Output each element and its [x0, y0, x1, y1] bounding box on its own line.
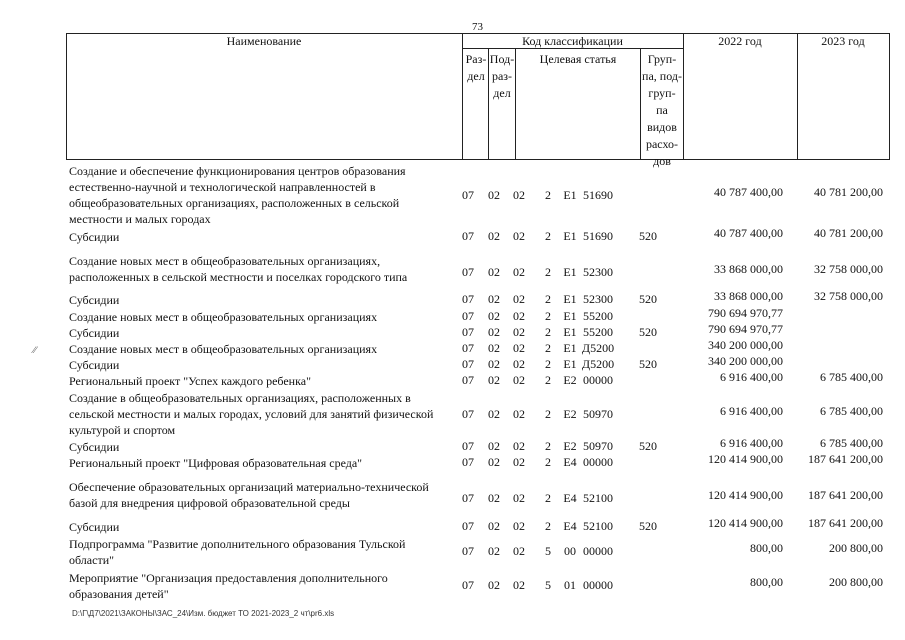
code-b: 2: [545, 519, 551, 533]
code-c: Е1: [563, 265, 577, 279]
code-r: 07: [462, 373, 474, 387]
code-r: 07: [462, 292, 474, 306]
code-c: Е4: [563, 491, 577, 505]
code-pr: 02: [488, 341, 500, 355]
page-number: 73: [472, 21, 483, 33]
code-b: 2: [545, 373, 551, 387]
code-pr: 02: [488, 455, 500, 469]
code-g: 520: [639, 229, 657, 243]
code-pr: 02: [488, 407, 500, 421]
code-c: Е1: [563, 357, 577, 371]
code-a: 02: [513, 407, 525, 421]
code-a: 02: [513, 373, 525, 387]
row-name: Субсидии: [69, 520, 120, 534]
code-b: 2: [545, 265, 551, 279]
code-pr: 02: [488, 544, 500, 558]
code-a: 02: [513, 309, 525, 323]
amount-2022: 790 694 970,77: [708, 306, 783, 320]
code-g: 520: [639, 519, 657, 533]
row-name: Субсидии: [69, 293, 120, 307]
row-name: Создание новых мест в общеобразовательных организациях: [69, 310, 378, 324]
amount-2023: 40 781 200,00: [814, 185, 883, 199]
amount-2023: 6 785 400,00: [820, 404, 883, 418]
code-pr: 02: [488, 373, 500, 387]
code-r: 07: [462, 578, 474, 592]
code-d: 50970: [583, 407, 613, 421]
code-d: 00000: [583, 578, 613, 592]
code-d: 51690: [583, 229, 613, 243]
code-a: 02: [513, 519, 525, 533]
row-name: Субсидии: [69, 230, 120, 244]
code-g: 520: [639, 357, 657, 371]
code-a: 02: [513, 292, 525, 306]
code-pr: 02: [488, 325, 500, 339]
code-b: 2: [545, 325, 551, 339]
code-d: 52300: [583, 265, 613, 279]
amount-2023: 40 781 200,00: [814, 226, 883, 240]
code-d: 51690: [583, 188, 613, 202]
amount-2022: 33 868 000,00: [714, 289, 783, 303]
amount-2022: 120 414 900,00: [708, 452, 783, 466]
table-row: [0, 163, 905, 229]
code-a: 02: [513, 357, 525, 371]
code-d: 52300: [583, 292, 613, 306]
amount-2022: 120 414 900,00: [708, 516, 783, 530]
code-d: Д5200: [581, 357, 615, 371]
row-name: Создание новых мест в общеобразовательных организациях, расположенных в сельской местности и поселках городского типа: [69, 254, 408, 284]
code-d: 52100: [583, 519, 613, 533]
table-row: [0, 479, 905, 519]
code-r: 07: [462, 519, 474, 533]
table-row: [0, 570, 905, 602]
amount-2022: 120 414 900,00: [708, 488, 783, 502]
code-pr: 02: [488, 519, 500, 533]
file-path-footer: D:\Г\Д7\2021\ЗАКОНЫ\ЗАС_24\Изм. бюджет ТО 2021-2023_2 чт\pr6.xls: [72, 609, 335, 618]
amount-2022: 40 787 400,00: [714, 226, 783, 240]
amount-2023: 187 641 200,00: [808, 452, 883, 466]
amount-2023: 6 785 400,00: [820, 436, 883, 450]
code-b: 2: [545, 309, 551, 323]
amount-2022: 33 868 000,00: [714, 262, 783, 276]
code-pr: 02: [488, 578, 500, 592]
code-r: 07: [462, 407, 474, 421]
code-d: 52100: [583, 491, 613, 505]
row-name: Подпрограмма "Развитие дополнительного образования Тульской области": [69, 537, 406, 567]
code-r: 07: [462, 357, 474, 371]
code-a: 02: [513, 578, 525, 592]
code-pr: 02: [488, 265, 500, 279]
code-a: 02: [513, 544, 525, 558]
code-r: 07: [462, 309, 474, 323]
amount-2022: 340 200 000,00: [708, 354, 783, 368]
amount-2023: 187 641 200,00: [808, 488, 883, 502]
code-b: 2: [545, 455, 551, 469]
row-name: Создание новых мест в общеобразовательных организациях: [69, 342, 378, 356]
row-name: Региональный проект "Цифровая образовательная среда": [69, 456, 363, 470]
header-group: Груп- па, под- груп- па видов расхо- дов: [642, 52, 682, 168]
amount-2022: 800,00: [750, 575, 783, 589]
code-c: Е1: [563, 341, 577, 355]
amount-2022: 40 787 400,00: [714, 185, 783, 199]
code-d: 00000: [583, 455, 613, 469]
code-c: Е1: [563, 229, 577, 243]
code-d: 50970: [583, 439, 613, 453]
amount-2022: 790 694 970,77: [708, 322, 783, 336]
table-row: [0, 390, 905, 439]
code-a: 02: [513, 325, 525, 339]
amount-2022: 6 916 400,00: [720, 404, 783, 418]
code-g: 520: [639, 439, 657, 453]
header-code: Код классификации: [522, 34, 623, 48]
header-target: Целевая статья: [539, 52, 617, 66]
code-b: 2: [545, 341, 551, 355]
code-a: 02: [513, 341, 525, 355]
code-c: Е1: [563, 309, 577, 323]
header-2023: 2023 год: [821, 34, 865, 48]
amount-2023: 32 758 000,00: [814, 289, 883, 303]
code-pr: 02: [488, 357, 500, 371]
header-podrazdel: Под- раз- дел: [489, 52, 515, 100]
row-name: Субсидии: [69, 440, 120, 454]
code-d: 55200: [583, 309, 613, 323]
code-d: 55200: [583, 325, 613, 339]
row-name: Создание в общеобразовательных организациях, расположенных в сельской местности и малых городах, условий для занятий физической культурой и спортом: [69, 391, 434, 437]
code-r: 07: [462, 325, 474, 339]
row-name: Создание и обеспечение функционирования центров образования естественно-научной и технологической направленностей в общеобразовательных организациях, расположенных в сельской местности и малых городах: [69, 164, 406, 226]
amount-2023: 200 800,00: [829, 575, 883, 589]
amount-2022: 6 916 400,00: [720, 436, 783, 450]
code-r: 07: [462, 265, 474, 279]
code-pr: 02: [488, 292, 500, 306]
amount-2022: 800,00: [750, 541, 783, 555]
code-c: 00: [564, 544, 576, 558]
code-pr: 02: [488, 439, 500, 453]
table-row: [0, 226, 905, 245]
code-b: 5: [545, 544, 551, 558]
code-a: 02: [513, 265, 525, 279]
code-g: 520: [639, 325, 657, 339]
row-name: Мероприятие "Организация предоставления дополнительного образования детей": [69, 571, 388, 601]
code-r: 07: [462, 229, 474, 243]
amount-2022: 340 200 000,00: [708, 338, 783, 352]
code-d: Д5200: [581, 341, 615, 355]
code-b: 2: [545, 439, 551, 453]
amount-2023: 32 758 000,00: [814, 262, 883, 276]
row-name: Обеспечение образовательных организаций материально-технической базой для внедрения цифровой образовательной среды: [69, 480, 429, 510]
code-g: 520: [639, 292, 657, 306]
amount-2023: 200 800,00: [829, 541, 883, 555]
code-r: 07: [462, 439, 474, 453]
code-a: 02: [513, 188, 525, 202]
code-b: 2: [545, 188, 551, 202]
header-2022: 2022 год: [718, 34, 762, 48]
code-d: 00000: [583, 373, 613, 387]
code-pr: 02: [488, 309, 500, 323]
code-b: 2: [545, 229, 551, 243]
code-c: Е4: [563, 519, 577, 533]
margin-mark: ∕∕: [33, 345, 37, 356]
code-b: 2: [545, 407, 551, 421]
code-r: 07: [462, 341, 474, 355]
header-razdel: Раз- дел: [465, 52, 487, 83]
code-b: 2: [545, 491, 551, 505]
table-row: [0, 516, 905, 535]
row-name: Субсидии: [69, 326, 120, 340]
table-row: [0, 370, 905, 389]
code-r: 07: [462, 544, 474, 558]
amount-2022: 6 916 400,00: [720, 370, 783, 384]
row-name: Региональный проект "Успех каждого ребенка": [69, 374, 311, 388]
code-pr: 02: [488, 229, 500, 243]
code-pr: 02: [488, 491, 500, 505]
code-r: 07: [462, 455, 474, 469]
code-c: Е4: [563, 455, 577, 469]
code-a: 02: [513, 455, 525, 469]
code-b: 2: [545, 357, 551, 371]
code-a: 02: [513, 491, 525, 505]
code-c: Е2: [563, 439, 577, 453]
code-b: 5: [545, 578, 551, 592]
table-header: [66, 33, 890, 168]
table-row: [0, 452, 905, 471]
code-b: 2: [545, 292, 551, 306]
header-name: Наименование: [226, 34, 302, 48]
code-c: Е1: [563, 325, 577, 339]
code-r: 07: [462, 188, 474, 202]
code-pr: 02: [488, 188, 500, 202]
code-c: Е2: [563, 373, 577, 387]
code-a: 02: [513, 229, 525, 243]
code-r: 07: [462, 491, 474, 505]
code-c: Е2: [563, 407, 577, 421]
amount-2023: 6 785 400,00: [820, 370, 883, 384]
code-d: 00000: [583, 544, 613, 558]
code-c: Е1: [563, 188, 577, 202]
table-row: [0, 253, 905, 293]
amount-2023: 187 641 200,00: [808, 516, 883, 530]
code-c: 01: [564, 578, 576, 592]
code-c: Е1: [563, 292, 577, 306]
row-name: Субсидии: [69, 358, 120, 372]
code-a: 02: [513, 439, 525, 453]
table-row: [0, 536, 905, 568]
